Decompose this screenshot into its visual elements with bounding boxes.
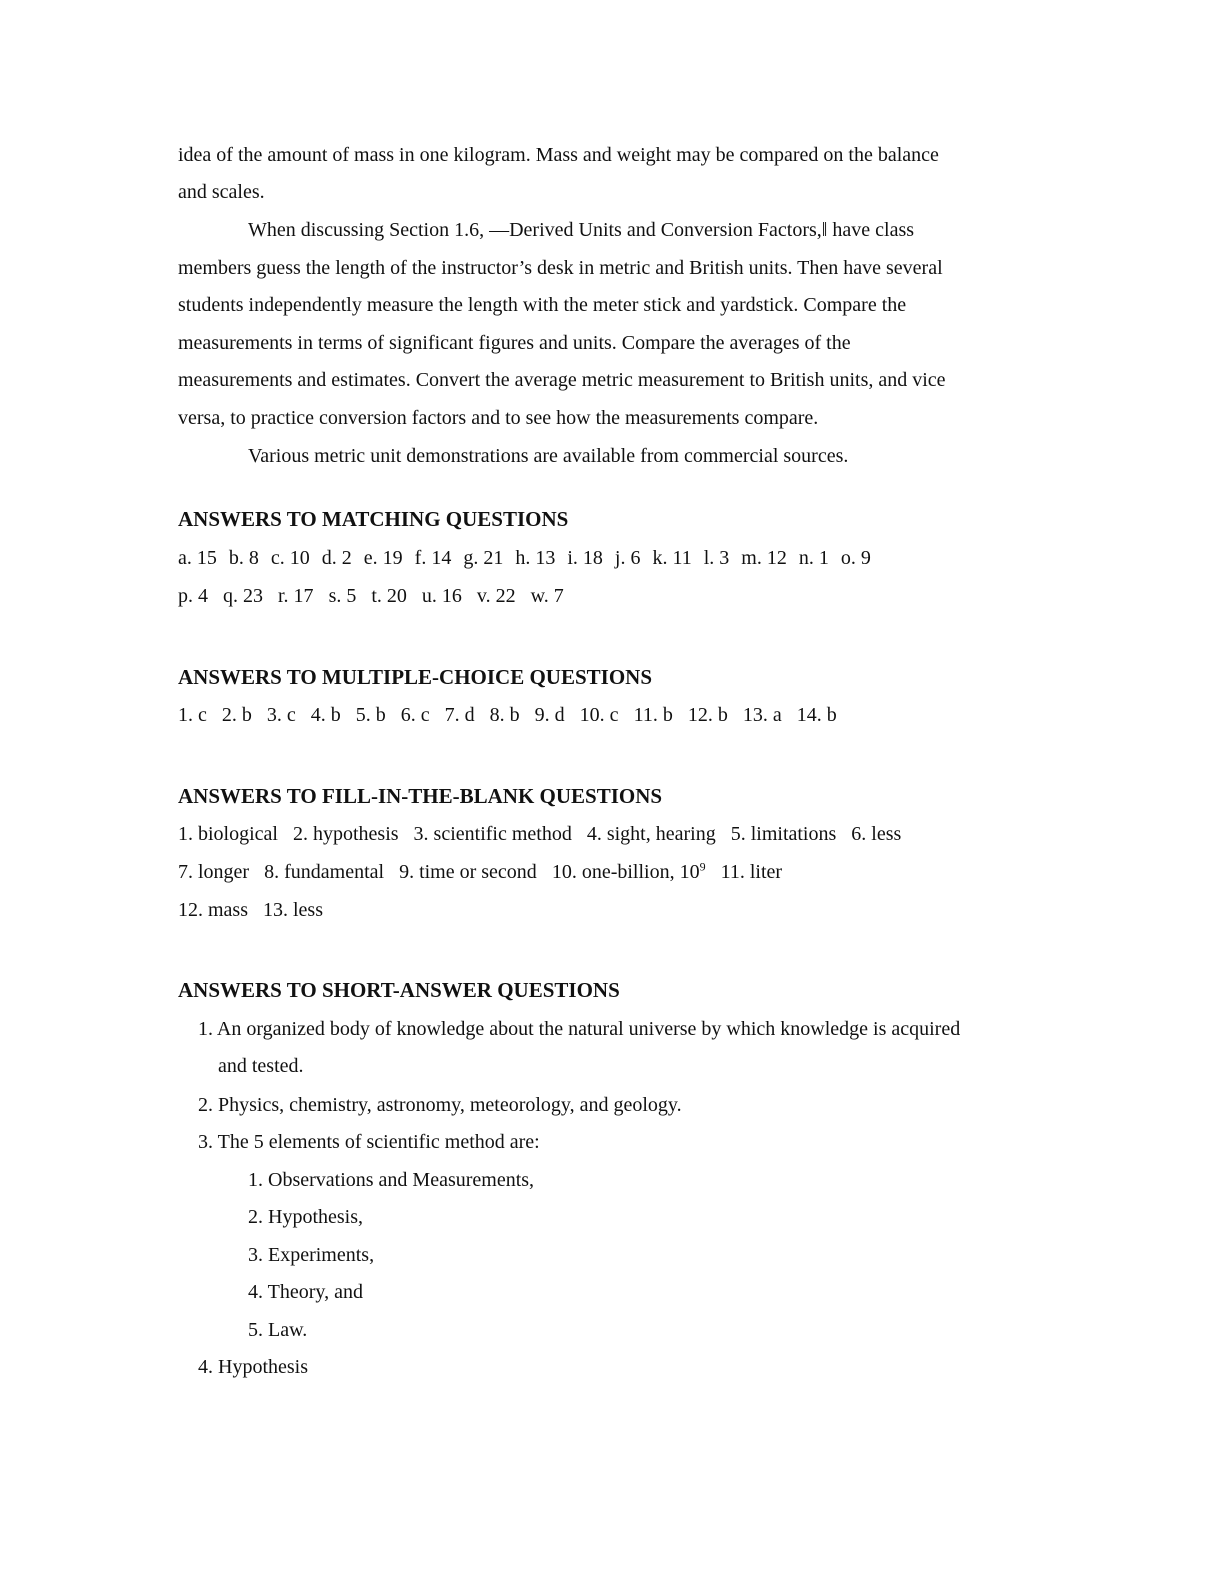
multiple-choice-row bbox=[178, 703, 852, 727]
answer-item: 1. biological bbox=[178, 823, 278, 845]
answer-item: 9. time or second bbox=[399, 861, 537, 883]
answer-item: f. 14 bbox=[414, 547, 452, 569]
answer-item: 11. b bbox=[633, 704, 673, 726]
answer-text: 10. one-billion, 10 bbox=[551, 861, 700, 883]
answer-item: 4. b bbox=[310, 704, 341, 726]
answer-item: q. 23 bbox=[223, 585, 263, 607]
answer-item: j. 6 bbox=[614, 547, 641, 569]
short-answer-1-cont: and tested. bbox=[218, 1055, 304, 1077]
answer-item: p. 4 bbox=[178, 585, 208, 607]
answer-item: 3. scientific method bbox=[413, 823, 572, 845]
answer-item: l. 3 bbox=[703, 547, 730, 569]
answer-item: u. 16 bbox=[421, 585, 462, 607]
answer-item: 5. b bbox=[355, 704, 386, 726]
text-line: and scales. bbox=[178, 181, 265, 203]
sub-item: 2. Hypothesis, bbox=[248, 1206, 363, 1228]
text-line: measurements and estimates. Convert the average metric measurement to British units, and vice bbox=[178, 369, 946, 391]
sub-item: 4. Theory, and bbox=[248, 1281, 363, 1303]
answer-item bbox=[552, 861, 706, 883]
text-line: Various metric unit demonstrations are available from commercial sources. bbox=[248, 445, 849, 467]
answer-item: 2. b bbox=[221, 704, 252, 726]
text-line: idea of the amount of mass in one kilogram. Mass and weight may be compared on the balance bbox=[178, 144, 939, 166]
answer-item: 14. b bbox=[796, 704, 837, 726]
fill-in-heading: ANSWERS TO FILL-IN-THE-BLANK QUESTIONS bbox=[178, 784, 663, 808]
answer-item: 13. less bbox=[263, 899, 323, 921]
answer-item: 3. c bbox=[266, 704, 296, 726]
answer-item: s. 5 bbox=[328, 585, 357, 607]
answer-item: v. 22 bbox=[476, 585, 516, 607]
answer-item: g. 21 bbox=[463, 547, 504, 569]
short-answer-1: 1. An organized body of knowledge about the natural universe by which knowledge is acquired bbox=[198, 1018, 961, 1040]
sub-item: 1. Observations and Measurements, bbox=[248, 1169, 535, 1191]
answer-item: 7. longer bbox=[178, 861, 250, 883]
answer-item: c. 10 bbox=[270, 547, 310, 569]
answer-item: 10. c bbox=[579, 704, 619, 726]
multiple-choice-heading: ANSWERS TO MULTIPLE-CHOICE QUESTIONS bbox=[178, 665, 652, 689]
short-answer-4: 4. Hypothesis bbox=[198, 1356, 308, 1378]
answer-item: 5. limitations bbox=[730, 823, 837, 845]
matching-row-2 bbox=[178, 584, 579, 608]
answer-item: b. 8 bbox=[228, 547, 259, 569]
answer-item: r. 17 bbox=[278, 585, 314, 607]
answer-item: 6. less bbox=[851, 823, 902, 845]
answer-item: 9. d bbox=[534, 704, 565, 726]
text-line: students independently measure the length with the meter stick and yardstick. Compare the bbox=[178, 294, 907, 316]
fill-in-row-2 bbox=[178, 860, 797, 884]
answer-item: 13. a bbox=[742, 704, 782, 726]
sub-item: 3. Experiments, bbox=[248, 1244, 375, 1266]
text-line: versa, to practice conversion factors and to see how the measurements compare. bbox=[178, 407, 819, 429]
answer-item: 8. fundamental bbox=[264, 861, 385, 883]
answer-item: 11. liter bbox=[720, 861, 783, 883]
answer-item: 1. c bbox=[178, 704, 207, 726]
answer-item: i. 18 bbox=[567, 547, 603, 569]
matching-row-1 bbox=[178, 546, 883, 570]
answer-item: a. 15 bbox=[178, 547, 217, 569]
superscript: 9 bbox=[699, 859, 706, 874]
fill-in-row-3 bbox=[178, 898, 338, 922]
short-answer-2: 2. Physics, chemistry, astronomy, meteorology, and geology. bbox=[198, 1094, 682, 1116]
sub-item: 5. Law. bbox=[248, 1319, 308, 1341]
answer-item: e. 19 bbox=[363, 547, 403, 569]
text-line: When discussing Section 1.6, —Derived Units and Conversion Factors,‖ have class bbox=[248, 219, 915, 241]
short-answer-3: 3. The 5 elements of scientific method are: bbox=[198, 1131, 540, 1153]
fill-in-row-1 bbox=[178, 822, 916, 846]
answer-item: n. 1 bbox=[798, 547, 829, 569]
answer-item: 2. hypothesis bbox=[292, 823, 399, 845]
answer-item: 7. d bbox=[444, 704, 475, 726]
answer-item: m. 12 bbox=[741, 547, 787, 569]
answer-item: h. 13 bbox=[515, 547, 556, 569]
answer-item: 12. b bbox=[687, 704, 728, 726]
answer-item: 6. c bbox=[400, 704, 430, 726]
answer-item: 8. b bbox=[489, 704, 520, 726]
answer-item: w. 7 bbox=[530, 585, 564, 607]
answer-item: 4. sight, hearing bbox=[586, 823, 716, 845]
short-answer-heading: ANSWERS TO SHORT-ANSWER QUESTIONS bbox=[178, 978, 620, 1002]
answer-item: t. 20 bbox=[371, 585, 407, 607]
text-line: members guess the length of the instructor’s desk in metric and British units. Then have several bbox=[178, 257, 943, 279]
text-line: measurements in terms of significant figures and units. Compare the averages of the bbox=[178, 332, 851, 354]
answer-item: 12. mass bbox=[178, 899, 248, 921]
answer-item: o. 9 bbox=[840, 547, 871, 569]
answer-item: k. 11 bbox=[652, 547, 692, 569]
matching-heading: ANSWERS TO MATCHING QUESTIONS bbox=[178, 507, 569, 531]
answer-item: d. 2 bbox=[321, 547, 352, 569]
